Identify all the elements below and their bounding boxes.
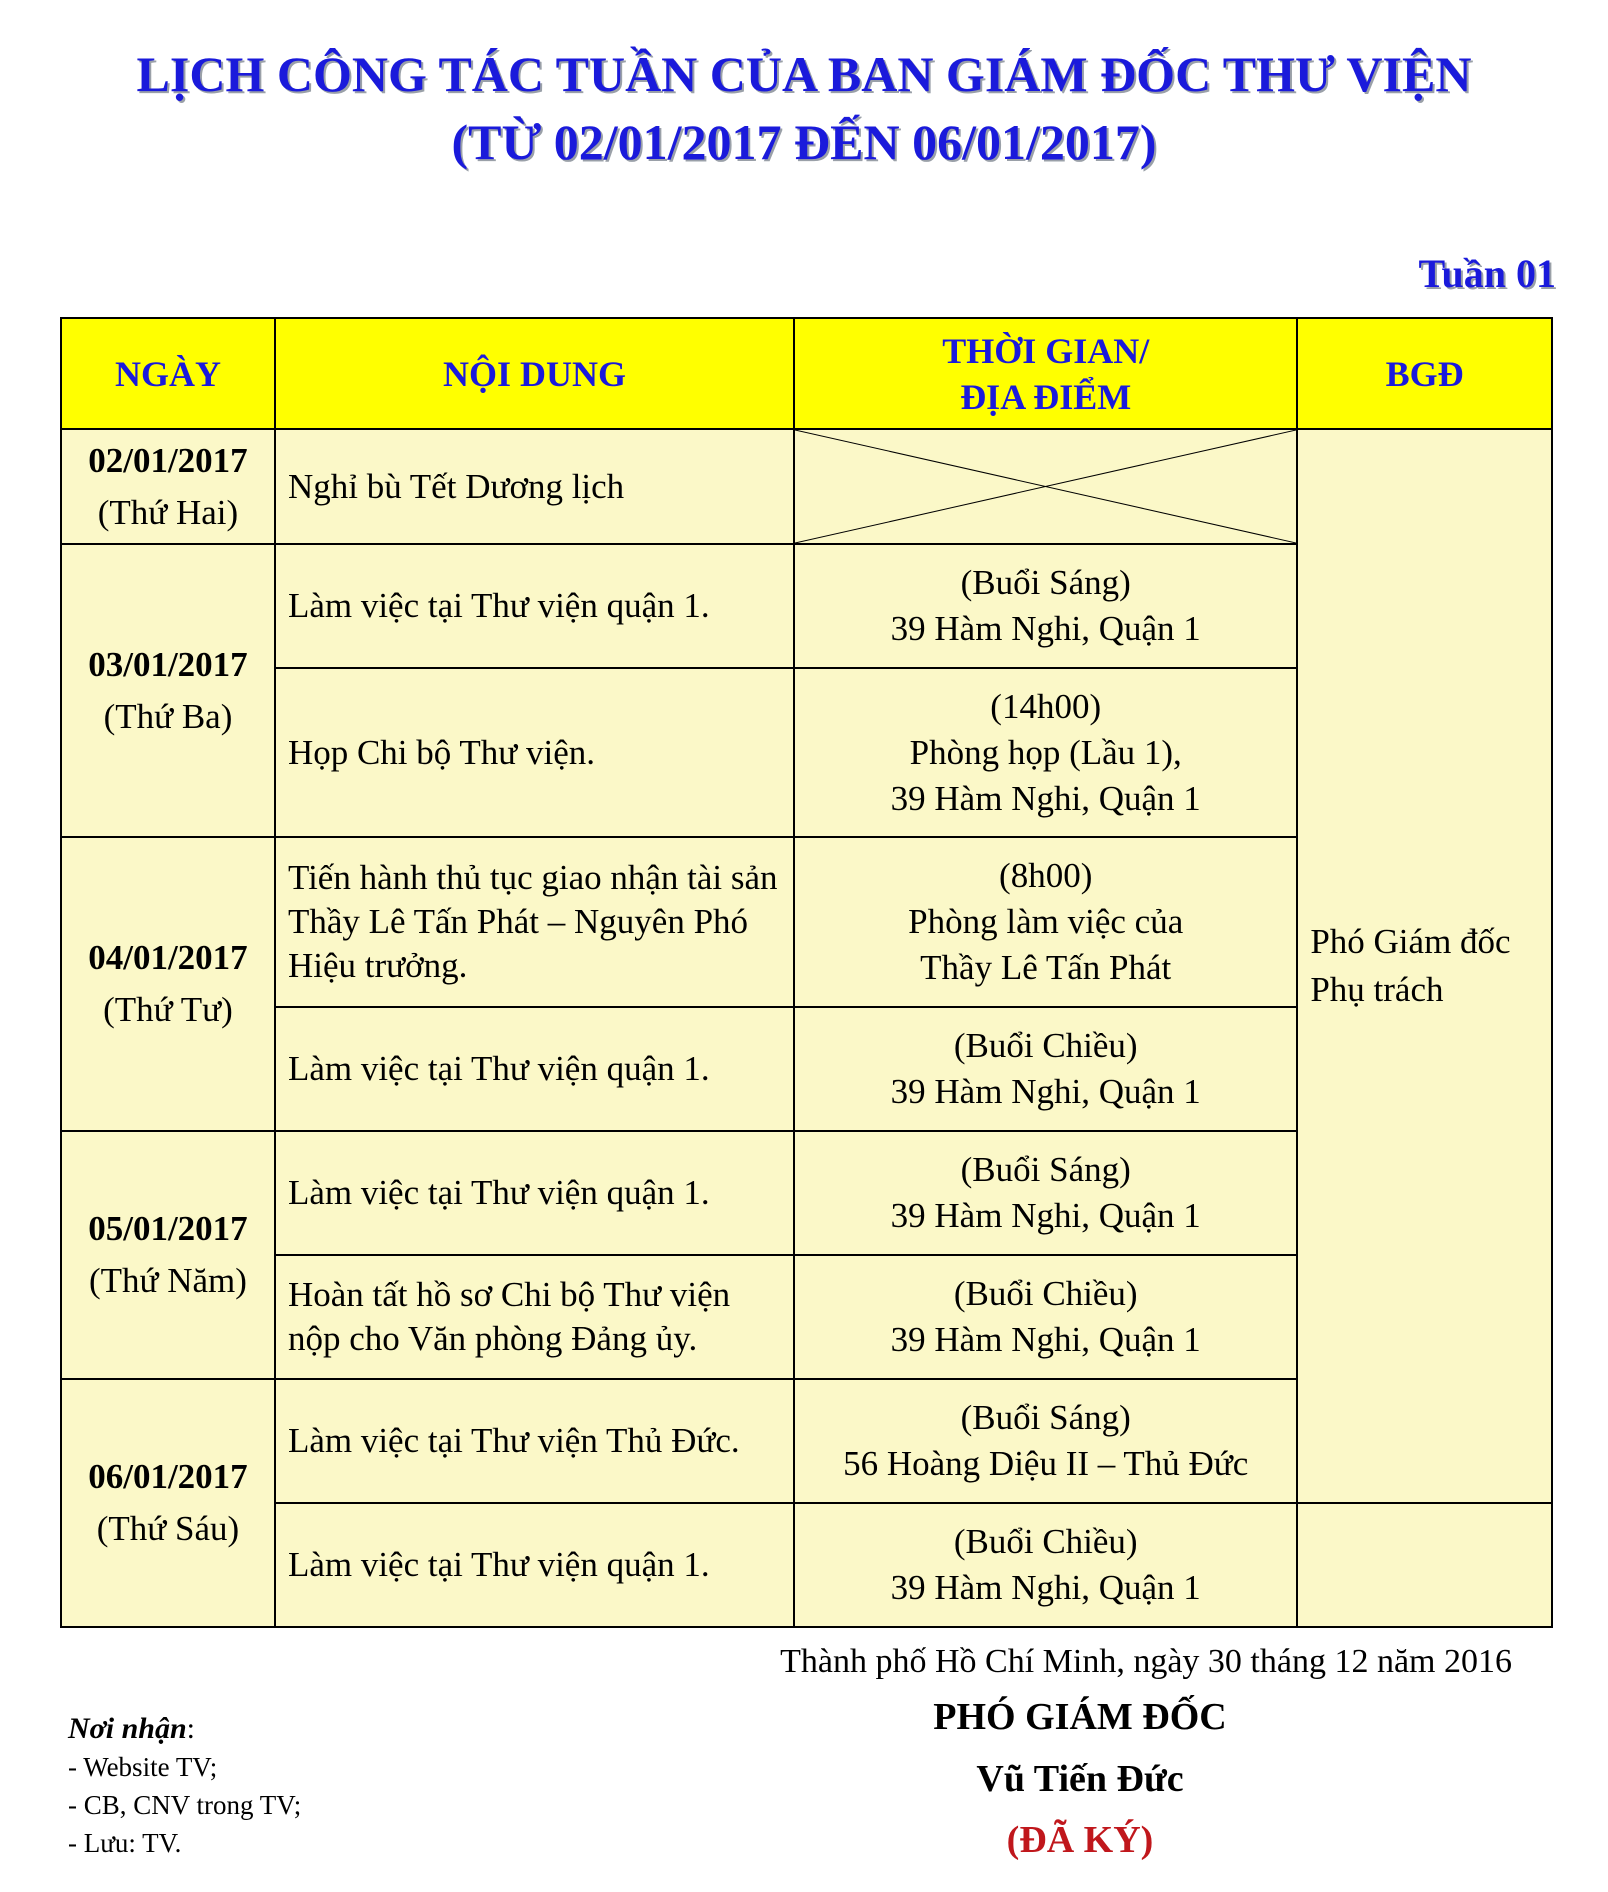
content-cell: Làm việc tại Thư viện quận 1.: [275, 1503, 794, 1627]
content-cell: Làm việc tại Thư viện quận 1.: [275, 1131, 794, 1255]
place-and-date: Thành phố Hồ Chí Minh, ngày 30 tháng 12 năm 2016: [780, 1643, 1512, 1680]
content-cell: Làm việc tại Thư viện Thủ Đức.: [275, 1379, 794, 1503]
day-weekday: (Thứ Sáu): [96, 1509, 240, 1548]
empty-crossed-cell: [794, 429, 1297, 544]
recipients-heading: Nơi nhận: [68, 1712, 187, 1745]
place-address: 39 Hàm Nghi, Quận 1: [890, 1568, 1201, 1607]
place-cell: [794, 668, 1297, 837]
header-day: NGÀY: [61, 318, 275, 429]
day-weekday: (Thứ Ba): [103, 696, 233, 736]
place-time: (Buổi Sáng): [960, 1150, 1131, 1189]
content-cell: Làm việc tại Thư viện quận 1.: [275, 544, 794, 668]
content-cell: Hoàn tất hồ sơ Chi bộ Thư viện nộp cho Văn phòng Đảng ủy.: [275, 1255, 794, 1379]
place-cell: [794, 837, 1297, 1007]
bgd-empty-cell: [1297, 1503, 1552, 1627]
schedule-table: [60, 317, 1553, 1628]
header-time-place: [794, 318, 1297, 429]
place-time: (Buổi Sáng): [960, 1398, 1131, 1437]
content-cell: Nghỉ bù Tết Dương lịch: [275, 429, 794, 544]
recipient-item: - Lưu: TV.: [68, 1828, 182, 1858]
place-room: Phòng làm việc của: [908, 902, 1184, 941]
day-weekday: (Thứ Năm): [88, 1261, 247, 1300]
header-bgd: BGĐ: [1297, 318, 1552, 429]
table-row: [61, 1503, 1552, 1627]
place-cell: [794, 544, 1297, 668]
table-header-row: [61, 318, 1552, 429]
signer-title: PHÓ GIÁM ĐỐC: [933, 1696, 1227, 1738]
place-time: (Buổi Sáng): [960, 563, 1131, 602]
day-cell: [61, 1379, 275, 1627]
signer-name: Vũ Tiến Đức: [976, 1758, 1184, 1800]
day-date: 06/01/2017: [88, 1457, 248, 1496]
day-weekday: (Thứ Tư): [103, 990, 233, 1029]
place-cell: [794, 1007, 1297, 1131]
place-address: 39 Hàm Nghi, Quận 1: [890, 778, 1201, 818]
signed-note: (ĐÃ KÝ): [1006, 1819, 1154, 1861]
place-address: 39 Hàm Nghi, Quận 1: [890, 1196, 1201, 1235]
place-time: (Buổi Chiều): [953, 1274, 1138, 1313]
place-time: (Buổi Chiều): [953, 1026, 1138, 1065]
day-cell: [61, 837, 275, 1131]
recipients-heading-line: Nơi nhận:: [68, 1712, 195, 1745]
place-cell: [794, 1379, 1297, 1503]
day-date: 03/01/2017: [88, 644, 248, 684]
place-time: (8h00): [999, 856, 1093, 895]
page-title: LỊCH CÔNG TÁC TUẦN CỦA BAN GIÁM ĐỐC THƯ VIỆN: [136, 46, 1472, 102]
place-cell: [794, 1255, 1297, 1379]
place-room: Phòng họp (Lầu 1),: [909, 732, 1182, 772]
bgd-role: Phó Giám đốc: [1310, 922, 1511, 961]
place-time: (14h00): [990, 686, 1102, 726]
day-cell: [61, 429, 275, 544]
recipients-block: [68, 1710, 301, 1862]
recipient-item: - CB, CNV trong TV;: [68, 1790, 302, 1820]
place-address: Thầy Lê Tấn Phát: [920, 948, 1172, 987]
header-place: ĐỊA ĐIỂM: [960, 376, 1132, 417]
day-date: 04/01/2017: [88, 938, 248, 977]
content-cell: Tiến hành thủ tục giao nhận tài sản Thầy Lê Tấn Phát – Nguyên Phó Hiệu trưởng.: [275, 837, 794, 1007]
place-address: 39 Hàm Nghi, Quận 1: [890, 1320, 1201, 1359]
content-cell: Làm việc tại Thư viện quận 1.: [275, 1007, 794, 1131]
place-cell: [794, 1503, 1297, 1627]
day-date: 05/01/2017: [88, 1209, 248, 1248]
place-time: (Buổi Chiều): [953, 1522, 1138, 1561]
bgd-cell: [1297, 429, 1552, 1503]
page-subtitle-date-range: (TỪ 02/01/2017 ĐẾN 06/01/2017): [451, 114, 1157, 170]
bgd-role-detail: Phụ trách: [1310, 970, 1444, 1009]
day-cell: [61, 1131, 275, 1379]
table-row: [61, 429, 1552, 544]
place-cell: [794, 1131, 1297, 1255]
day-cell: [61, 544, 275, 837]
header-time: THỜI GIAN/: [942, 330, 1150, 371]
content-cell: Họp Chi bộ Thư viện.: [275, 668, 794, 837]
recipient-item: - Website TV;: [68, 1752, 218, 1782]
header-content: NỘI DUNG: [275, 318, 794, 429]
cross-mark: [795, 430, 1296, 543]
place-address: 39 Hàm Nghi, Quận 1: [890, 609, 1201, 648]
week-label: Tuần 01: [1418, 251, 1556, 296]
place-address: 56 Hoàng Diệu II – Thủ Đức: [843, 1444, 1249, 1483]
place-address: 39 Hàm Nghi, Quận 1: [890, 1072, 1201, 1111]
day-weekday: (Thứ Hai): [97, 492, 239, 532]
day-date: 02/01/2017: [88, 440, 248, 480]
